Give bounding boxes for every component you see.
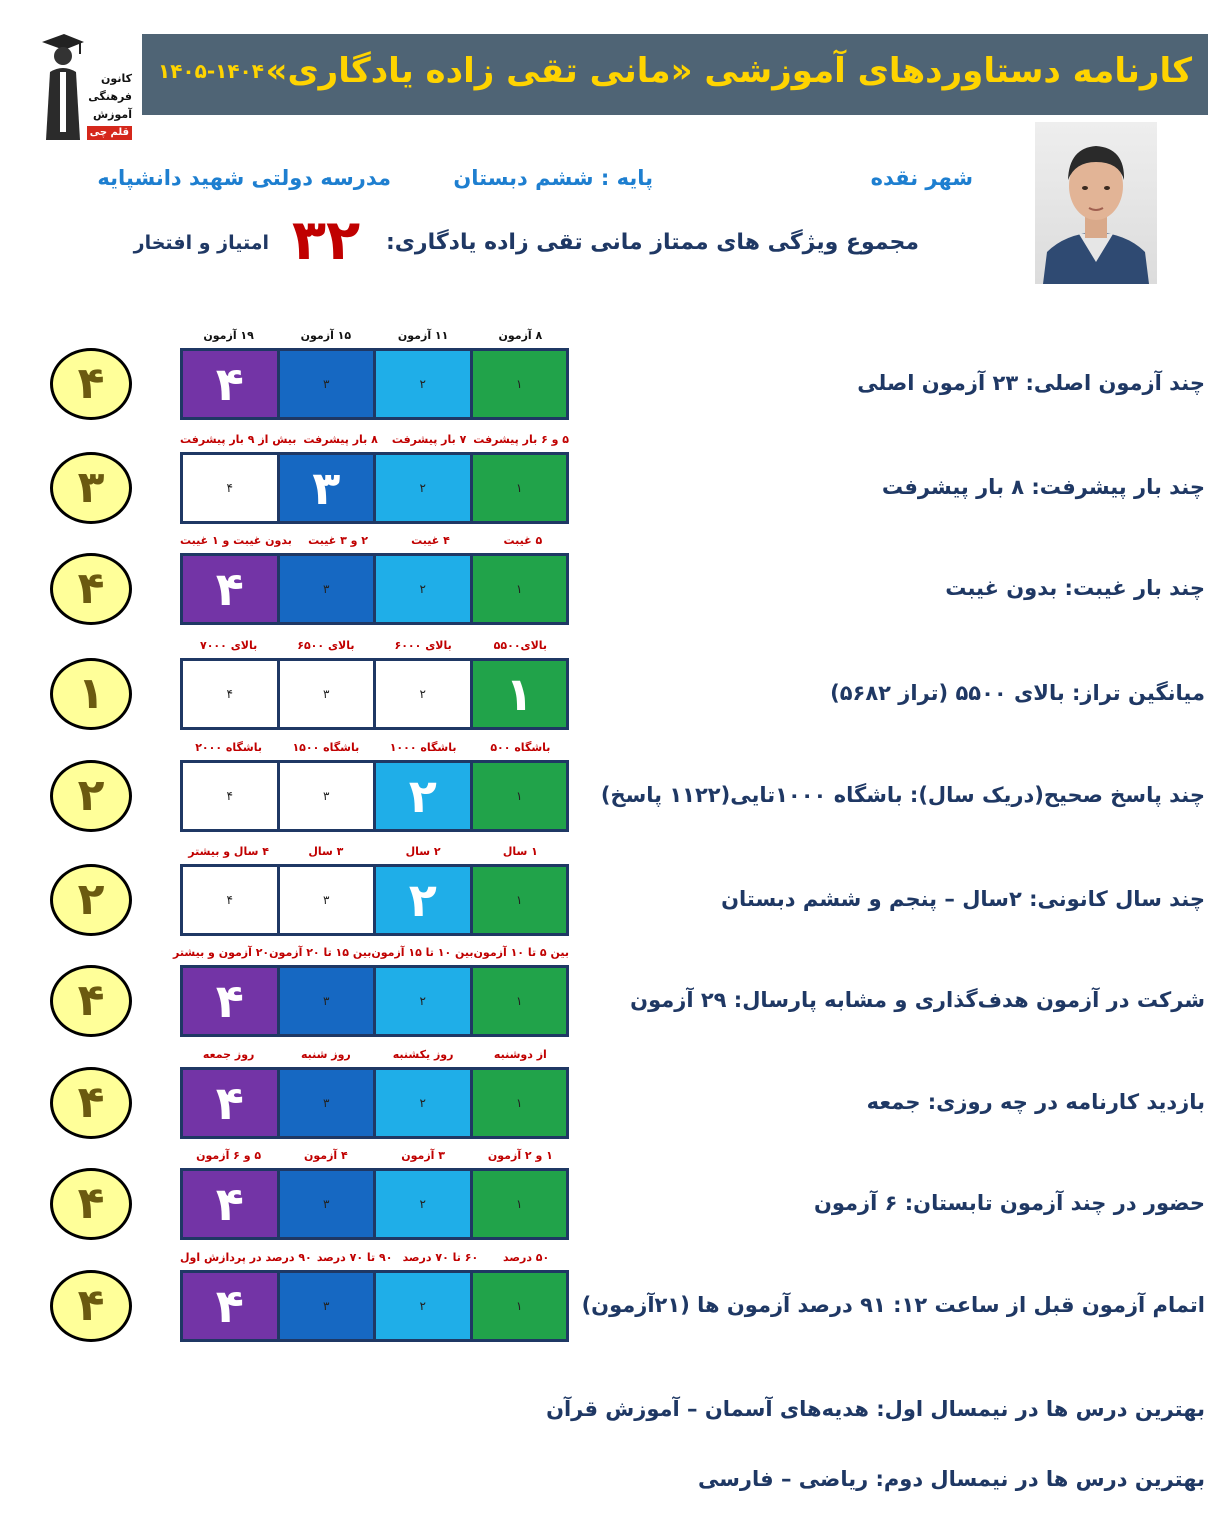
- threshold-label: از دوشنبه: [493, 1048, 547, 1061]
- level-cell: ۱: [470, 351, 567, 417]
- level-cell: ۴: [183, 867, 277, 933]
- criterion-thresholds: [180, 432, 569, 448]
- level-cell: ۲: [373, 1171, 470, 1237]
- best-subjects-first-term: بهترین درس ها در نیمسال اول: هدیه‌های آسمان – آموزش قرآن: [546, 1397, 1205, 1421]
- total-score-label: امتیاز و افتخار: [133, 232, 269, 254]
- level-cell: ۴: [183, 1171, 277, 1237]
- threshold-label: روز شنبه: [300, 1048, 351, 1061]
- threshold-label: باشگاه ۵۰۰: [490, 741, 551, 754]
- threshold-label: بالای ۶۵۰۰: [297, 639, 355, 652]
- criterion-thresholds: [180, 1250, 569, 1266]
- criterion-score-badge: ۲: [50, 760, 132, 832]
- threshold-label: ۸ آزمون: [498, 329, 543, 342]
- threshold-label: بین ۵ تا ۱۰ آزمون: [473, 946, 569, 959]
- threshold-label: ۵۰ درصد: [503, 1251, 550, 1264]
- level-cell: ۱: [470, 661, 567, 727]
- level-cell: ۴: [183, 351, 277, 417]
- threshold-label: باشگاه ۱۵۰۰: [292, 741, 360, 754]
- threshold-label: ۲۰ آزمون و بیشتر: [173, 946, 270, 959]
- threshold-label: ۱۹ آزمون: [203, 329, 254, 342]
- criterion-level-grid: [180, 760, 569, 832]
- threshold-label: بین ۱۵ تا ۲۰ آزمون: [269, 946, 372, 959]
- level-cell: ۴: [183, 556, 277, 622]
- criterion-level-grid: [180, 553, 569, 625]
- level-cell: ۱: [470, 968, 567, 1034]
- level-cell: ۲: [373, 968, 470, 1034]
- level-cell: ۴: [183, 968, 277, 1034]
- threshold-label: ۵ و ۶ بار پیشرفت: [473, 433, 569, 446]
- criterion-question: چند پاسخ صحیح(دریک سال): باشگاه ۱۰۰۰تایی(۱۱۲۲ پاسخ): [600, 783, 1205, 807]
- level-cell: ۱: [470, 763, 567, 829]
- criterion-level-grid: [180, 658, 569, 730]
- level-cell: ۳: [277, 661, 374, 727]
- level-cell: ۱: [470, 556, 567, 622]
- threshold-label: ۲ و ۳ غیبت: [308, 534, 369, 547]
- student-grade: پایه : ششم دبستان: [453, 166, 653, 190]
- threshold-label: ۱ سال: [502, 845, 538, 858]
- logo-line-2: فرهنگی: [88, 90, 132, 103]
- level-cell: ۳: [277, 763, 374, 829]
- threshold-label: ۳ آزمون: [401, 1149, 445, 1162]
- threshold-label: ۵ غیبت: [503, 534, 543, 547]
- threshold-label: ۴ سال و بیشتر: [188, 845, 269, 858]
- threshold-label: ۱۱ آزمون: [397, 329, 449, 342]
- criterion-level-grid: [180, 1168, 569, 1240]
- criterion-score-badge: ۴: [50, 553, 132, 625]
- criterion-thresholds: [180, 533, 569, 549]
- threshold-label: بین ۱۰ تا ۱۵ آزمون: [371, 946, 474, 959]
- threshold-label: ۲ سال: [405, 845, 441, 858]
- threshold-label: بالای۵۵۰۰: [493, 639, 548, 652]
- level-cell: ۳: [277, 1273, 374, 1339]
- threshold-label: ۶۰ تا ۷۰ درصد: [402, 1251, 479, 1264]
- level-cell: ۳: [277, 455, 374, 521]
- threshold-label: ۴ آزمون: [304, 1149, 348, 1162]
- level-cell: ۳: [277, 1070, 374, 1136]
- criterion-question: حضور در چند آزمون تابستان: ۶ آزمون: [813, 1191, 1205, 1215]
- best-subjects-second-term: بهترین درس ها در نیمسال دوم: ریاضی – فارسی: [698, 1467, 1205, 1491]
- threshold-label: ۷ بار پیشرفت: [391, 433, 467, 446]
- level-cell: ۱: [470, 1070, 567, 1136]
- level-cell: ۴: [183, 661, 277, 727]
- logo-line-1: کانون: [101, 72, 132, 85]
- level-cell: ۳: [277, 351, 374, 417]
- level-cell: ۱: [470, 867, 567, 933]
- student-portrait-icon: [1035, 122, 1157, 284]
- threshold-label: باشگاه ۲۰۰۰: [195, 741, 263, 754]
- criterion-question: میانگین تراز: بالای ۵۵۰۰ (تراز ۵۶۸۲): [830, 681, 1205, 705]
- level-cell: ۲: [373, 1070, 470, 1136]
- graduate-icon: [40, 30, 84, 142]
- threshold-label: ۹۰ تا ۷۰ درصد: [316, 1251, 393, 1264]
- level-cell: ۳: [277, 556, 374, 622]
- criterion-score-badge: ۱: [50, 658, 132, 730]
- level-cell: ۲: [373, 351, 470, 417]
- criterion-thresholds: [180, 844, 569, 860]
- threshold-label: ۹۰ درصد در پردازش اول: [180, 1251, 312, 1264]
- level-cell: ۳: [277, 1171, 374, 1237]
- level-cell: ۲: [373, 455, 470, 521]
- criterion-score-badge: ۲: [50, 864, 132, 936]
- criterion-score-badge: ۴: [50, 1168, 132, 1240]
- level-cell: ۲: [373, 1273, 470, 1339]
- threshold-label: ۵ و ۶ آزمون: [196, 1149, 262, 1162]
- criterion-question: چند بار پیشرفت: ۸ بار پیشرفت: [881, 475, 1205, 499]
- threshold-label: ۱ و ۲ آزمون: [487, 1149, 553, 1162]
- threshold-label: روز جمعه: [202, 1048, 255, 1061]
- threshold-label: روز یکشنبه: [392, 1048, 454, 1061]
- level-cell: ۱: [470, 1273, 567, 1339]
- student-school: مدرسه دولتی شهید دانشپایه: [97, 166, 391, 190]
- criterion-score-badge: ۴: [50, 348, 132, 420]
- threshold-label: باشگاه ۱۰۰۰: [389, 741, 457, 754]
- header-bar: [142, 34, 1208, 115]
- level-cell: ۲: [373, 763, 470, 829]
- threshold-label: بالای ۶۰۰۰: [394, 639, 452, 652]
- threshold-label: ۴ غیبت: [411, 534, 450, 547]
- threshold-label: بیش از ۹ بار پیشرفت: [180, 433, 297, 446]
- criterion-thresholds: [180, 1047, 569, 1063]
- level-cell: ۳: [277, 867, 374, 933]
- criterion-score-badge: ۴: [50, 965, 132, 1037]
- criterion-level-grid: [180, 1067, 569, 1139]
- level-cell: ۴: [183, 763, 277, 829]
- criterion-score-badge: ۴: [50, 1067, 132, 1139]
- criterion-score-badge: ۴: [50, 1270, 132, 1342]
- level-cell: ۳: [277, 968, 374, 1034]
- criterion-level-grid: [180, 965, 569, 1037]
- total-score: ۳۲: [291, 208, 361, 273]
- criterion-thresholds: [180, 638, 569, 654]
- criterion-question: بازدید کارنامه در چه روزی: جمعه: [866, 1090, 1205, 1114]
- criterion-level-grid: [180, 348, 569, 420]
- student-photo: [1035, 122, 1157, 284]
- criterion-thresholds: [173, 945, 569, 961]
- criterion-score-badge: ۳: [50, 452, 132, 524]
- logo-tag: قلم چی: [87, 126, 132, 140]
- level-cell: ۲: [373, 867, 470, 933]
- level-cell: ۱: [470, 455, 567, 521]
- criterion-thresholds: [180, 1148, 569, 1164]
- summary-label: مجموع ویژگی های ممتاز مانی تقی زاده یادگاری:: [385, 230, 919, 255]
- level-cell: ۴: [183, 1273, 277, 1339]
- threshold-label: ۳ سال: [308, 845, 344, 858]
- level-cell: ۲: [373, 661, 470, 727]
- logo-line-3: آموزش: [93, 108, 132, 121]
- level-cell: ۱: [470, 1171, 567, 1237]
- criterion-level-grid: [180, 864, 569, 936]
- criterion-question: چند سال کانونی: ۲سال – پنجم و ششم دبستان: [721, 887, 1205, 911]
- criterion-question: چند بار غیبت: بدون غیبت: [945, 576, 1205, 600]
- criterion-thresholds: [180, 740, 569, 756]
- student-city: شهر نقده: [870, 166, 973, 190]
- criterion-level-grid: [180, 452, 569, 524]
- level-cell: ۲: [373, 556, 470, 622]
- criterion-thresholds: [180, 328, 569, 344]
- criterion-question: شرکت در آزمون هدف‌گذاری و مشابه پارسال: ۲۹ آزمون: [630, 988, 1205, 1012]
- page-title: کارنامه دستاوردهای آموزشی «مانی تقی زاده یادگاری»: [265, 51, 1192, 91]
- criterion-level-grid: [180, 1270, 569, 1342]
- threshold-label: بدون غیبت و ۱ غیبت: [180, 534, 292, 547]
- level-cell: ۴: [183, 455, 277, 521]
- criterion-question: چند آزمون اصلی: ۲۳ آزمون اصلی: [857, 371, 1205, 395]
- criterion-question: اتمام آزمون قبل از ساعت ۱۲: ۹۱ درصد آزمون ها (۲۱آزمون): [581, 1293, 1205, 1317]
- school-years: ۱۴۰۵-۱۴۰۴: [158, 59, 264, 83]
- threshold-label: ۱۵ آزمون: [300, 329, 352, 342]
- kanoon-logo: [40, 30, 132, 142]
- threshold-label: ۸ بار پیشرفت: [303, 433, 378, 446]
- threshold-label: بالای ۷۰۰۰: [200, 639, 258, 652]
- level-cell: ۴: [183, 1070, 277, 1136]
